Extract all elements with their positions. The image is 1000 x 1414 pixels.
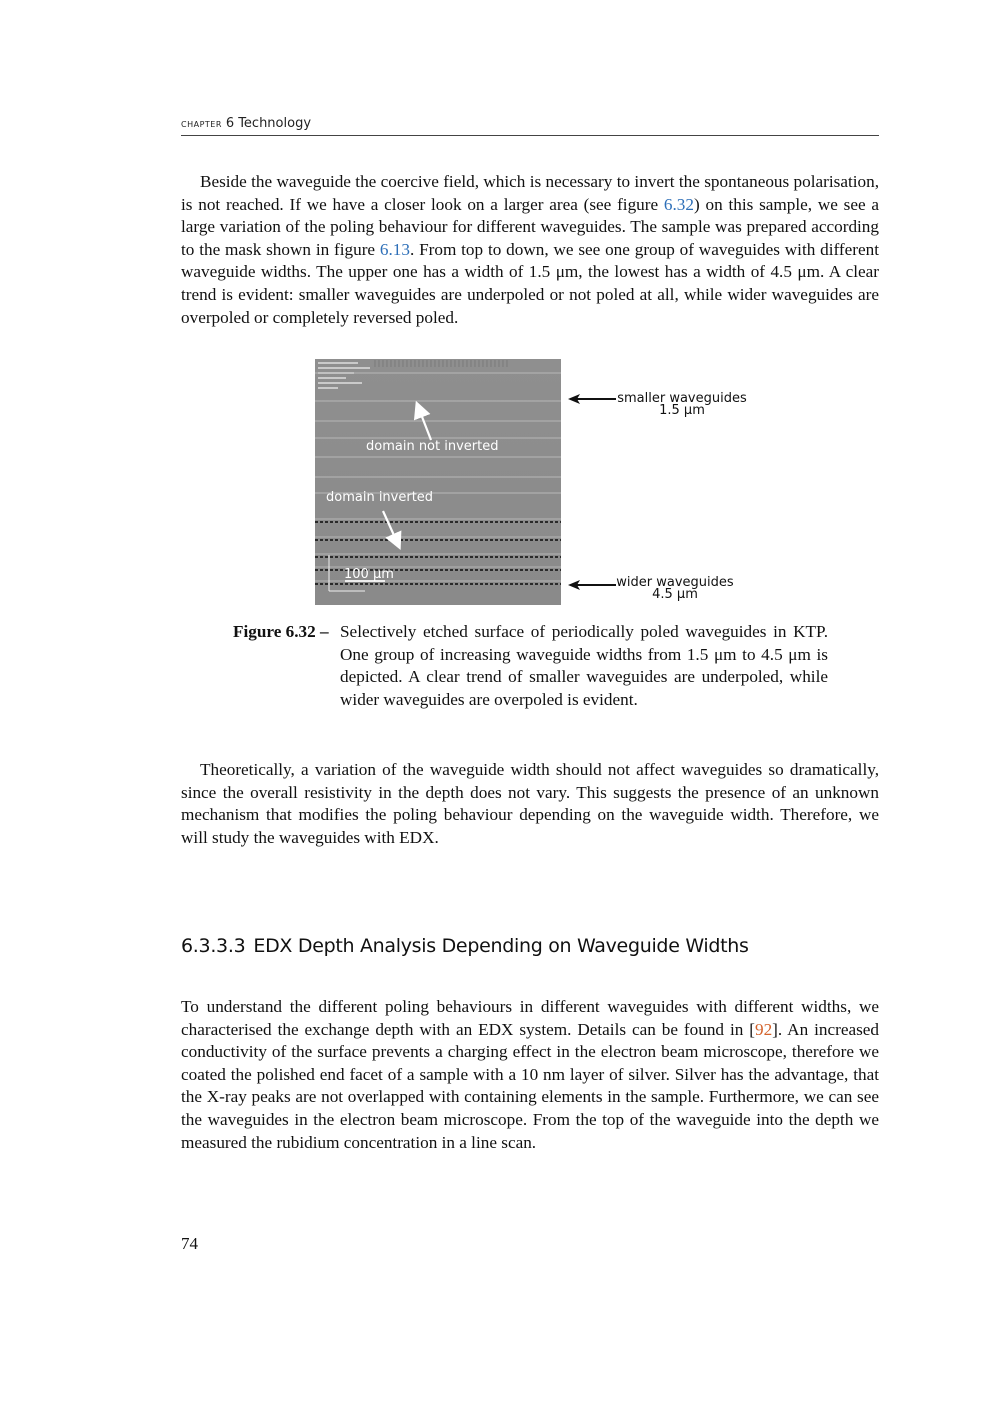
chapter-number: 6 — [225, 116, 235, 131]
caption-text: Selectively etched surface of periodically poled waveguides in KTP. One group of increasing waveguide widths from 1.5 μm to 4.5 μm is depicted. A clear trend of smaller waveguides are underpoled, while wider waveguides are overpoled is evident. — [340, 622, 828, 709]
section-number: 6.3.3.3 — [181, 935, 246, 957]
arrow-wider-waveguides-icon — [568, 577, 618, 593]
section-heading — [181, 935, 749, 957]
para1-text-b: ) on this sample, we see a large variation of the poling behaviour for different waveguides. The sample was prepared according to the mask shown in figure — [181, 194, 880, 259]
citation-92[interactable]: 92 — [754, 1019, 773, 1039]
micrograph-image — [315, 359, 561, 605]
annotation-smaller-line2: 1.5 μm — [659, 403, 705, 418]
figure-ref-6-13[interactable]: 6.13 — [379, 239, 410, 259]
paragraph-2 — [181, 759, 879, 849]
figure-ref-6-32[interactable]: 6.32 — [663, 194, 694, 214]
arrow-smaller-waveguides-icon — [568, 391, 618, 407]
para1-text-c: . From top to down, we see one group of waveguides with different waveguide widths. The upper one has a width of 1.5 μm, the lowest has a width of 4.5 μm. A clear trend is evident: smaller waveguides are underpoled or not poled at all, while wider waveguides are overpoled or completely reversed poled. — [181, 239, 879, 327]
annotation-wider-line2: 4.5 μm — [652, 587, 698, 602]
para3-text-b: ]. An increased conductivity of the surface prevents a charging effect in the electron beam microscope, therefore we coated the polished end facet of a sample with a 10 nm layer of silver. Silver has the advantage, that the X-ray peaks are not overlapped with containing elements in the sample. Furthermore, we can see the waveguides in the electron beam microscope. From the top of the waveguide into the depth we measured the rubidium concentration in a line scan. — [181, 1019, 880, 1152]
para3-text-a: To understand the different poling behaviours in different waveguides with different widths, we characterised the exchange depth with an EDX system. Details can be found in [ — [181, 997, 879, 1039]
section-title: EDX Depth Analysis Depending on Waveguide Widths — [253, 935, 749, 957]
annotation-wider-line1: wider waveguides — [616, 575, 734, 590]
label-scale-bar: 100 μm — [344, 567, 394, 582]
para1-text-a: Beside the waveguide the coercive field, which is necessary to invert the spontaneous polarisation, is not reached. If we have a closer look on a larger area (see figure — [181, 172, 879, 214]
caption-label: Figure 6.32 – — [233, 622, 329, 641]
paragraph-3 — [181, 996, 879, 1154]
annotation-smaller-waveguides — [617, 393, 747, 417]
chapter-title: Technology — [238, 116, 312, 131]
running-header — [181, 116, 879, 136]
chapter-word: chapter — [181, 117, 222, 130]
page-number: 74 — [181, 1234, 198, 1253]
label-domain-not-inverted: domain not inverted — [366, 439, 499, 454]
para2-text: Theoretically, a variation of the waveguide width should not affect waveguides so dramatically, since the overall resistivity in the depth does not vary. This suggests the presence of an unknown mechanism that modifies the poling behaviour depending on the waveguide width. Therefore, we will study the waveguides with EDX. — [181, 760, 879, 847]
label-domain-inverted: domain inverted — [326, 490, 434, 505]
figure-caption — [233, 621, 828, 711]
annotation-wider-waveguides — [615, 577, 735, 601]
figure-6-32 — [315, 359, 755, 609]
annotation-smaller-line1: smaller waveguides — [617, 391, 747, 406]
paragraph-1 — [181, 171, 879, 329]
